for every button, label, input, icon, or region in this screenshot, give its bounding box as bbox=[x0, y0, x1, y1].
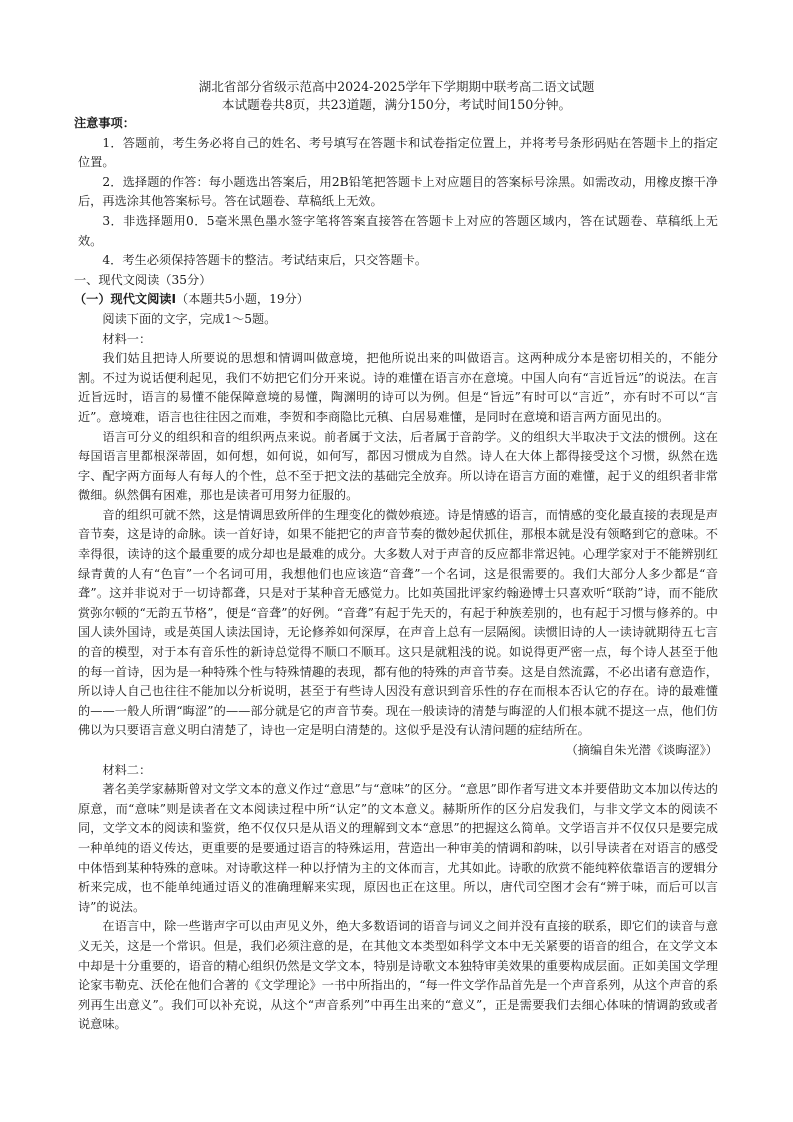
exam-title: 湖北省部分省级示范高中2024-2025学年下学期期中联考高二语文试题 bbox=[198, 79, 595, 94]
notice-item-1: 1．答题前，考生务必将自己的姓名、考号填写在答题卡和试卷指定位置上，并将考号条形码贴在答题卡上的指定位置。 bbox=[78, 135, 718, 170]
instruction: 阅读下面的文字，完成1～5题。 bbox=[102, 311, 277, 326]
exam-subtitle: 本试题卷共8页，共23道题，满分150分，考试时间150分钟。 bbox=[221, 97, 572, 112]
notice-heading: 注意事项： bbox=[74, 116, 135, 130]
notice-item-2: 2．选择题的作答：每小题选出答案后，用2B铅笔把答题卡上对应题目的答案标号涂黑。如需改动，用橡皮擦干净后，再选涂其他答案标号。答在试题卷、草稿纸上无效。 bbox=[78, 174, 718, 209]
material1-paragraph-2: 语言可分义的组织和音的组织两点来说。前者属于文法，后者属于音韵学。义的组织大半取决于文法的惯例。这在每国语言里都根深蒂固，如何想，如何说，如何写，都因习惯成为自然。诗人在大体上都得接受这个习惯，纵然在选字、配字两方面每人有每人的个性，总不至于把文法的基础完全放弃。所以诗在语言方面的难懂，起于义的组织者非常微细。纵然偶有困难，那也是读者可用努力征服的。 bbox=[78, 429, 718, 503]
material1-paragraph-1: 我们姑且把诗人所要说的思想和情调叫做意境，把他所说出来的叫做语言。这两种成分本是密切相关的，不能分割。不过为说话便利起见，我们不妨把它们分开来说。诗的难懂在语言亦在意境。中国人向有“言近旨远”的说法。在言近旨远时，语言的易懂不能保障意境的易懂，陶渊明的诗可以为例。但是“旨远”有时可以“言近”，亦有时不可以“言近”。意境难，语言也往往因之而难，李贺和李商隐比元稹、白居易难懂，是同时在意境和语言两方面见出的。 bbox=[78, 351, 718, 424]
sub-section-heading bbox=[74, 290, 718, 310]
material2-paragraph-1: 著名美学家赫斯曾对文学文本的意义作过“意思”与“意味”的区分。“意思”即作者写进文本并要借助文本加以传达的原意，而“意味”则是读者在文本阅读过程中所“认定”的文本意义。赫斯所作的区分启发我们，与非文学文本的阅读不同，文学文本的阅读和鉴赏，绝不仅仅只是从语义的理解到文本“意思”的把握这么简单。文学语言并不仅仅只是要完成一种单纯的语义传达，更重要的是要通过语言的特殊运用，营造出一种审美的情调和韵味，以引导读者在对语言的感受中体悟到某种特殊的意味。对诗歌这样一种以抒情为主的文体而言，尤其如此。诗歌的欣赏不能纯粹依靠语言的逻辑分析来完成，也不能单纯通过语义的准确理解来实现，原因也正在这里。所以，唐代司空图才会有“辨于味，而后可以言诗”的说法。 bbox=[78, 782, 718, 914]
content bbox=[74, 114, 718, 1035]
material2-paragraph-2: 在语言中，除一些谐声字可以由声见义外，绝大多数语词的语音与词义之间并没有直接的联系，即它们的读音与意义无关，这是一个常识。但是，我们必须注意的是，在其他文本类型如科学文本中无关紧要的语音的组合，在文学文本中却是十分重要的，语音的精心组织仍然是文学文本，特别是诗歌文本独特审美效果的重要构成层面。正如美国文学理论家韦勒克、沃伦在他们合著的《文学理论》一书中所指出的，“每一件文学作品首先是一个声音系列，从这个声音的系列再生出意义”。我们可以补充说，从这个“声音系列”中再生出来的“意义”，正是需要我们去细心体味的情调韵致或者说意味。 bbox=[78, 919, 718, 1032]
material1-source: （摘编自朱光潜《谈晦涩》） bbox=[565, 743, 718, 757]
material1-paragraph-3: 音的组织可就不然，这是情调思致所伴的生理变化的微妙痕迹。诗是情感的语言，而情感的变化最直接的表现是声音节奏，这是诗的命脉。读一首好诗，如果不能把它的声音节奏的微妙起伏抓住，那根本就是没有领略到它的意味。不幸得很，读诗的这个最重要的成分却也是最难的成分。大多数人对于声音的反应都非常迟钝。心理学家对于不能辨别红绿青黄的人有“色盲”一个名词可用，我想他们也应该造“音聋”一个名词，这是很需要的。我们大部分人多少都是“音聋”。这并非说对于一切诗都聋，只是对于某种音无感觉力。比如英国批评家约翰逊博士只喜欢听“联韵”诗，而不能欣赏弥尔顿的“无韵五节格”，便是“音聋”的好例。“音聋”有起于先天的，有起于种族差别的，也有起于习惯与修养的。中国人读外国诗，或是英国人读法国诗，无论修养如何深厚，在声音上总有一层隔阂。读惯旧诗的人一读诗就期待五七言的音的模型，对于本有音乐性的新诗总觉得不顺口不顺耳。这只是就粗浅的说。如说得更严密一点，每个诗人甚至于他的每一首诗，因为是一种特殊个性与特殊情趣的表现，都有他的特殊的声音节奏。这是自然流露，不必出诸有意造作，所以诗人自己也往往不能加以分析说明，甚至于有些诗人因没有意识到音乐性的存在而根本否认它的存在。诗的最难懂的——一般人所谓“晦涩”的——部分就是它的声音节奏。现在一般读诗的清楚与晦涩的人们根本就不提这一点，他们仿佛以为只要语言意义明白清楚了，诗也一定是明白清楚的。这似乎是没有认清问题的症结所在。 bbox=[78, 507, 718, 738]
material1-label: 材料一： bbox=[102, 331, 152, 346]
material2-label: 材料二： bbox=[102, 762, 152, 777]
section-heading: 一、现代文阅读（35分） bbox=[74, 272, 212, 287]
notice-item-4: 4．考生必须保持答题卡的整洁。考试结束后，只交答题卡。 bbox=[102, 253, 428, 268]
sub-section-title: （一）现代文阅读Ⅰ bbox=[74, 292, 177, 307]
notice-item-3: 3．非选择题用0．5毫米黑色墨水签字笔将答案直接答在答题卡上对应的答题区域内，答在试题卷、草稿纸上无效。 bbox=[78, 213, 718, 248]
sub-section-note: （本题共5小题，19分） bbox=[176, 292, 309, 307]
